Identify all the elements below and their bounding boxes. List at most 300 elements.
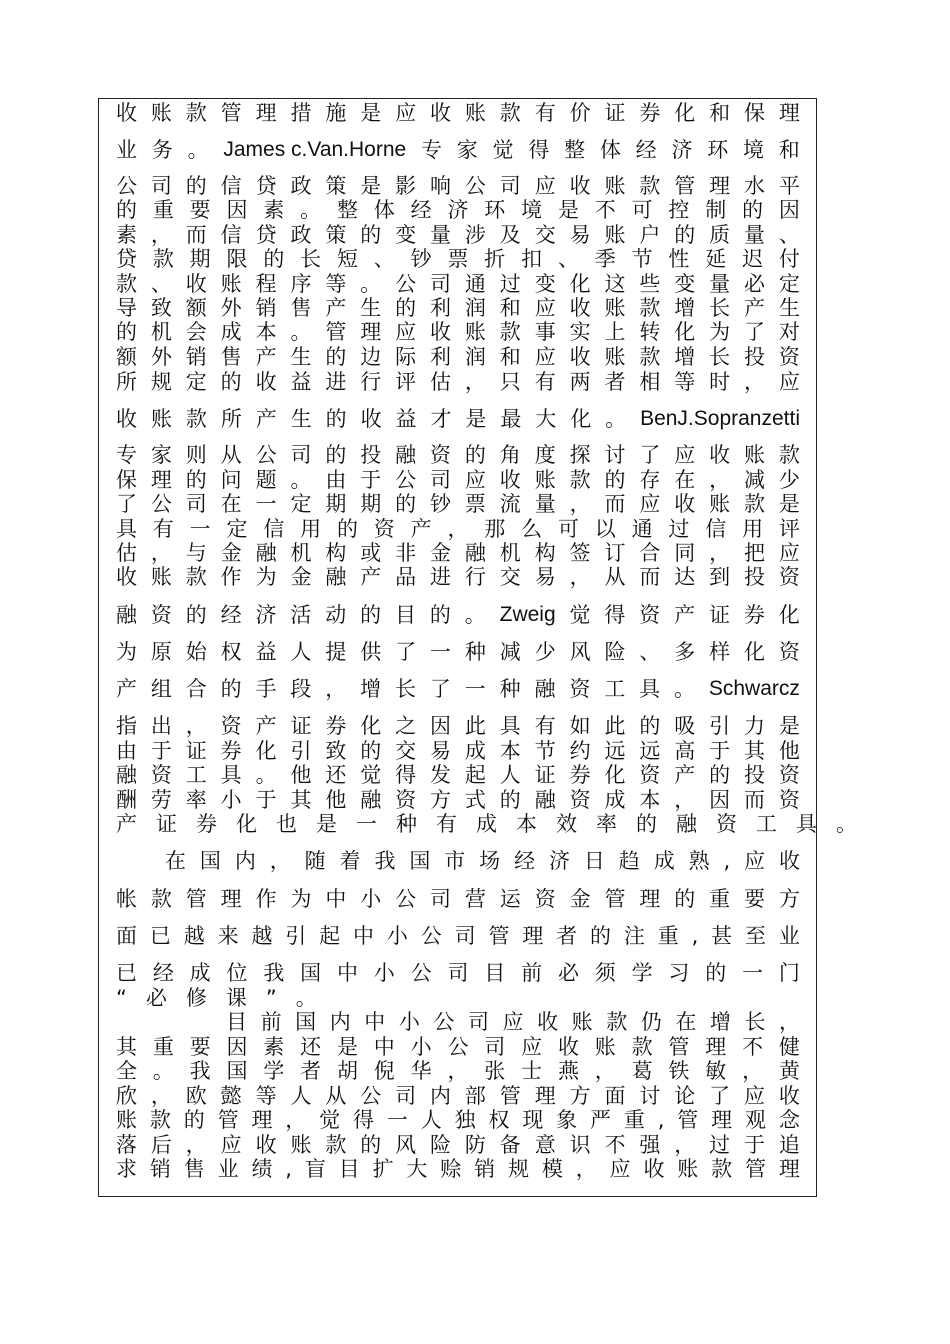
- glyph: 重: [152, 1035, 174, 1059]
- glyph: 一: [189, 517, 211, 541]
- text-line: [116, 136, 800, 164]
- glyph: 整: [336, 198, 358, 222]
- glyph: 等: [325, 272, 347, 296]
- text-line: [116, 441, 800, 469]
- glyph: 场: [479, 849, 501, 873]
- glyph: 境: [521, 198, 543, 222]
- glyph: 面: [604, 1084, 626, 1108]
- text-line: [116, 1057, 800, 1085]
- glyph: 应: [744, 1084, 766, 1108]
- glyph: 转: [639, 320, 661, 344]
- glyph: 环: [484, 198, 506, 222]
- glyph: 。: [255, 763, 277, 787]
- glyph: 段: [290, 677, 312, 701]
- glyph: 理: [150, 468, 172, 492]
- glyph: 指: [116, 714, 137, 738]
- glyph: 一: [255, 492, 277, 516]
- text-line: [116, 638, 800, 666]
- glyph: 此: [464, 714, 486, 738]
- glyph: 引: [709, 714, 731, 738]
- glyph: 学: [263, 1059, 285, 1083]
- glyph: 资: [639, 603, 661, 627]
- glyph: 等: [674, 370, 696, 394]
- glyph: 融: [116, 603, 137, 627]
- glyph: 与: [185, 541, 207, 565]
- glyph: 资: [778, 565, 800, 589]
- glyph: 司: [290, 443, 312, 467]
- glyph: 家: [456, 138, 478, 162]
- glyph: 内: [430, 1084, 452, 1108]
- glyph: 额: [185, 296, 207, 320]
- glyph: 和: [499, 345, 521, 369]
- glyph: 账: [150, 565, 172, 589]
- glyph: 此: [604, 714, 626, 738]
- glyph: 金: [430, 541, 452, 565]
- glyph: 家: [150, 443, 172, 467]
- glyph: 的: [395, 492, 417, 516]
- glyph: 绩: [251, 1157, 273, 1181]
- glyph: 资: [220, 714, 242, 738]
- glyph: 产: [360, 565, 382, 589]
- glyph: 理: [639, 887, 661, 911]
- glyph: ，: [150, 1084, 172, 1108]
- glyph: 理: [220, 887, 242, 911]
- glyph: 济: [548, 849, 570, 873]
- glyph: 则: [185, 443, 207, 467]
- glyph: 成: [604, 788, 626, 812]
- glyph: 而: [639, 565, 661, 589]
- glyph: 务: [151, 138, 173, 162]
- glyph: 资: [430, 443, 452, 467]
- glyph: 健: [778, 1035, 800, 1059]
- glyph: 证: [185, 739, 207, 763]
- glyph: 环: [707, 138, 729, 162]
- glyph: ，: [464, 370, 486, 394]
- glyph: 得: [528, 138, 550, 162]
- glyph: 款: [639, 345, 661, 369]
- glyph: 润: [464, 345, 486, 369]
- glyph: 应: [534, 296, 556, 320]
- glyph: 化: [674, 320, 696, 344]
- text-line: [116, 343, 800, 371]
- glyph: ，: [569, 565, 591, 589]
- glyph: 款: [116, 272, 137, 296]
- text-line: [116, 761, 800, 789]
- glyph: 短: [336, 247, 358, 271]
- glyph: ，: [447, 1059, 469, 1083]
- glyph: ,: [657, 1108, 665, 1132]
- glyph: 措: [290, 101, 312, 125]
- glyph: ，: [744, 370, 766, 394]
- glyph: 营: [464, 887, 486, 911]
- glyph: 得: [395, 763, 417, 787]
- glyph: 仍: [640, 1010, 662, 1034]
- glyph: 减: [499, 640, 521, 664]
- glyph: 交: [395, 739, 417, 763]
- glyph: 化: [604, 763, 626, 787]
- glyph: 券: [569, 763, 591, 787]
- glyph: 劳: [150, 788, 172, 812]
- glyph: 在: [165, 849, 186, 873]
- glyph: 专: [116, 443, 137, 467]
- glyph: 理: [709, 174, 731, 198]
- glyph: 由: [325, 468, 347, 492]
- glyph: 公: [433, 1010, 455, 1034]
- glyph: 所: [116, 370, 137, 394]
- glyph: 必: [557, 961, 579, 985]
- glyph: 应: [639, 492, 661, 516]
- glyph: 应: [534, 345, 556, 369]
- glyph: 水: [744, 174, 766, 198]
- glyph: 理: [778, 101, 800, 125]
- glyph: 本: [516, 812, 537, 836]
- glyph: 理: [522, 924, 544, 948]
- glyph: 在: [674, 468, 696, 492]
- glyph: 为: [709, 320, 731, 344]
- glyph: 扩: [372, 1157, 394, 1181]
- glyph: 有: [534, 370, 556, 394]
- glyph: 融: [534, 788, 556, 812]
- glyph: 款: [325, 1133, 347, 1157]
- glyph: 险: [604, 640, 626, 664]
- glyph: 位: [226, 961, 248, 985]
- glyph: 效: [556, 812, 577, 836]
- glyph: 的: [590, 924, 612, 948]
- glyph: 证: [534, 763, 556, 787]
- glyph: 收: [779, 849, 800, 873]
- glyph: 模: [541, 1157, 563, 1181]
- glyph: 保: [116, 468, 137, 492]
- glyph: 经: [514, 849, 536, 873]
- glyph: 些: [639, 272, 661, 296]
- glyph: 少: [534, 640, 556, 664]
- glyph: 面: [116, 924, 137, 948]
- glyph: 融: [116, 763, 137, 787]
- glyph: 于: [150, 739, 172, 763]
- glyph: 重: [152, 198, 174, 222]
- glyph: 平: [778, 174, 800, 198]
- glyph: 管: [499, 1084, 521, 1108]
- glyph: 影: [395, 174, 417, 198]
- glyph: 了: [116, 492, 137, 516]
- glyph: 于: [744, 1133, 766, 1157]
- glyph: 我: [374, 849, 396, 873]
- glyph: 评: [395, 370, 417, 394]
- glyph: 其: [744, 739, 766, 763]
- glyph: 响: [430, 174, 452, 198]
- glyph: 账: [709, 492, 731, 516]
- glyph: 他: [325, 788, 347, 812]
- latin-word: James c.Van.Horne: [223, 138, 407, 161]
- glyph: 润: [464, 296, 486, 320]
- glyph: 独: [454, 1108, 476, 1132]
- glyph: 收: [557, 1035, 579, 1059]
- glyph: 证: [709, 603, 731, 627]
- text-line: [116, 1155, 800, 1183]
- glyph: 款: [185, 101, 207, 125]
- glyph: 量: [744, 223, 766, 247]
- glyph: 要: [744, 887, 766, 911]
- latin-word: Schwarcz: [708, 677, 800, 700]
- glyph: 边: [360, 345, 382, 369]
- glyph: 收: [430, 101, 452, 125]
- glyph: 具: [796, 812, 817, 836]
- glyph: 信: [263, 517, 285, 541]
- glyph: 手: [255, 677, 277, 701]
- glyph: 日: [583, 849, 605, 873]
- glyph: 管: [668, 1035, 690, 1059]
- glyph: 方: [569, 1084, 591, 1108]
- glyph: 产: [116, 812, 137, 836]
- glyph: 济: [447, 198, 469, 222]
- glyph: 一: [386, 1108, 408, 1132]
- glyph: 角: [499, 443, 521, 467]
- glyph: 远: [639, 739, 661, 763]
- glyph: 赊: [440, 1157, 462, 1181]
- glyph: 目: [226, 1010, 247, 1034]
- glyph: 有: [436, 812, 457, 836]
- glyph: 的: [705, 961, 727, 985]
- glyph: 至: [745, 924, 767, 948]
- glyph: 账: [744, 443, 766, 467]
- glyph: 观: [745, 1108, 767, 1132]
- glyph: 意: [534, 1133, 556, 1157]
- glyph: 因: [778, 198, 800, 222]
- glyph: 益: [255, 640, 277, 664]
- glyph: 部: [464, 1084, 486, 1108]
- glyph: 通: [464, 272, 486, 296]
- glyph: 他: [290, 763, 312, 787]
- glyph: 敏: [705, 1059, 727, 1083]
- glyph: 的: [742, 198, 764, 222]
- glyph: 公: [360, 1084, 382, 1108]
- glyph: 际: [395, 345, 417, 369]
- glyph: 应: [744, 849, 766, 873]
- glyph: 化: [744, 640, 766, 664]
- glyph: 率: [596, 812, 617, 836]
- glyph: 收: [116, 565, 137, 589]
- glyph: 的: [360, 223, 382, 247]
- glyph: 迟: [742, 247, 764, 271]
- text-line: [116, 563, 800, 591]
- glyph: 签: [569, 541, 591, 565]
- glyph: 一: [742, 961, 764, 985]
- glyph: 在: [675, 1010, 697, 1034]
- glyph: 么: [521, 517, 543, 541]
- glyph: 账: [604, 296, 626, 320]
- glyph: 应: [464, 468, 486, 492]
- glyph: 甚: [711, 924, 733, 948]
- glyph: 变: [674, 272, 696, 296]
- glyph: 策: [325, 223, 347, 247]
- text-line: [116, 245, 800, 273]
- glyph: ，: [150, 541, 172, 565]
- glyph: 全: [116, 1059, 137, 1083]
- glyph: 趋: [618, 849, 640, 873]
- glyph: 应: [778, 370, 800, 394]
- glyph: 长: [300, 247, 322, 271]
- glyph: 度: [534, 443, 556, 467]
- glyph: 交: [499, 565, 521, 589]
- glyph: 。: [290, 468, 312, 492]
- glyph: 讨: [639, 1084, 661, 1108]
- glyph: 票: [464, 492, 486, 516]
- glyph: 销: [185, 345, 207, 369]
- glyph: ，: [569, 492, 591, 516]
- glyph: 钞: [410, 247, 432, 271]
- glyph: 之: [395, 714, 417, 738]
- glyph: 等: [255, 1084, 277, 1108]
- glyph: 利: [430, 296, 452, 320]
- glyph: 得: [353, 1108, 375, 1132]
- glyph: 用: [742, 517, 764, 541]
- glyph: 易: [569, 223, 591, 247]
- text-line: [116, 405, 800, 433]
- glyph: 资: [569, 677, 591, 701]
- glyph: 应: [534, 174, 556, 198]
- glyph: 款: [569, 468, 591, 492]
- glyph: 约: [569, 739, 591, 763]
- text-line: [116, 368, 800, 396]
- glyph: 小: [220, 788, 242, 812]
- glyph: ，: [185, 714, 207, 738]
- glyph: 从: [604, 565, 626, 589]
- glyph: 而: [185, 223, 207, 247]
- glyph: 其: [116, 1035, 137, 1059]
- glyph: 始: [185, 640, 207, 664]
- glyph: 觉: [492, 138, 514, 162]
- glyph: 管: [325, 320, 347, 344]
- glyph: 收: [709, 443, 731, 467]
- glyph: 工: [604, 677, 626, 701]
- glyph: 素: [116, 223, 137, 247]
- glyph: 钞: [430, 492, 452, 516]
- glyph: 。: [464, 603, 486, 627]
- glyph: 那: [484, 517, 506, 541]
- glyph: 华: [410, 1059, 432, 1083]
- glyph: 收: [255, 370, 277, 394]
- glyph: ，: [742, 1059, 764, 1083]
- glyph: 理: [255, 101, 277, 125]
- glyph: 只: [499, 370, 521, 394]
- glyph: 也: [276, 812, 297, 836]
- glyph: 生: [290, 345, 312, 369]
- glyph: 本: [499, 739, 521, 763]
- glyph: 资: [778, 640, 800, 664]
- glyph: 懿: [220, 1084, 242, 1108]
- glyph: 通: [631, 517, 653, 541]
- glyph: 作: [255, 887, 277, 911]
- glyph: 把: [744, 541, 766, 565]
- glyph: 信: [220, 223, 242, 247]
- glyph: 境: [743, 138, 765, 162]
- glyph: 一: [356, 812, 377, 836]
- glyph: 门: [778, 961, 800, 985]
- glyph: 防: [464, 1133, 486, 1157]
- glyph: 款: [639, 296, 661, 320]
- glyph: 而: [744, 788, 766, 812]
- glyph: 融: [395, 443, 417, 467]
- glyph: 运: [499, 887, 521, 911]
- glyph: 越: [251, 924, 273, 948]
- glyph: 燕: [557, 1059, 579, 1083]
- glyph: 实: [569, 320, 591, 344]
- glyph: 到: [709, 565, 731, 589]
- glyph: 已: [149, 924, 171, 948]
- glyph: 注: [623, 924, 645, 948]
- glyph: 资: [778, 788, 800, 812]
- glyph: 应: [502, 1010, 524, 1034]
- glyph: 资: [569, 788, 591, 812]
- glyph: 有: [534, 714, 556, 738]
- glyph: 定: [290, 492, 312, 516]
- glyph: 账: [150, 407, 172, 431]
- glyph: 公: [150, 492, 172, 516]
- glyph: 易: [534, 565, 556, 589]
- glyph: 账: [290, 1133, 312, 1157]
- glyph: 我: [189, 1059, 211, 1083]
- glyph: 用: [300, 517, 322, 541]
- glyph: 要: [189, 198, 211, 222]
- glyph: 的: [604, 468, 626, 492]
- glyph: 象: [556, 1108, 578, 1132]
- text-line: [116, 959, 800, 987]
- glyph: ，: [325, 677, 347, 701]
- glyph: 账: [594, 1035, 616, 1059]
- glyph: 中: [325, 887, 347, 911]
- glyph: 一: [464, 677, 486, 701]
- glyph: 目: [338, 1157, 360, 1181]
- text-line: [116, 196, 800, 224]
- glyph: 付: [778, 247, 800, 271]
- glyph: 成: [220, 320, 242, 344]
- text-line: [116, 99, 800, 127]
- glyph: 公: [410, 961, 432, 985]
- glyph: 产: [255, 407, 277, 431]
- glyph: 济: [255, 603, 277, 627]
- glyph: 管: [674, 174, 696, 198]
- glyph: 应: [609, 1157, 631, 1181]
- glyph: 不: [604, 1133, 626, 1157]
- glyph: ，: [269, 849, 291, 873]
- glyph: 款: [149, 1108, 171, 1132]
- glyph: 融: [360, 788, 382, 812]
- glyph: 因: [709, 788, 731, 812]
- glyph: 资: [534, 887, 556, 911]
- glyph: 国: [295, 1010, 317, 1034]
- glyph: 须: [594, 961, 616, 985]
- glyph: 的: [185, 174, 207, 198]
- glyph: 资: [373, 517, 395, 541]
- glyph: 涉: [464, 223, 486, 247]
- glyph: 素: [263, 198, 285, 222]
- glyph: 投: [744, 345, 766, 369]
- glyph: 收: [537, 1010, 559, 1034]
- glyph: 司: [447, 961, 469, 985]
- glyph: 险: [430, 1133, 452, 1157]
- glyph: 。: [300, 198, 322, 222]
- glyph: 会: [185, 320, 207, 344]
- glyph: 的: [636, 812, 657, 836]
- glyph: 款: [639, 174, 661, 198]
- text-line: [116, 1106, 800, 1134]
- glyph: 融: [325, 565, 347, 589]
- glyph: 济: [671, 138, 693, 162]
- glyph: 后: [150, 1133, 172, 1157]
- glyph: 资: [639, 763, 661, 787]
- glyph: 管: [217, 1108, 239, 1132]
- glyph: 款: [606, 1010, 628, 1034]
